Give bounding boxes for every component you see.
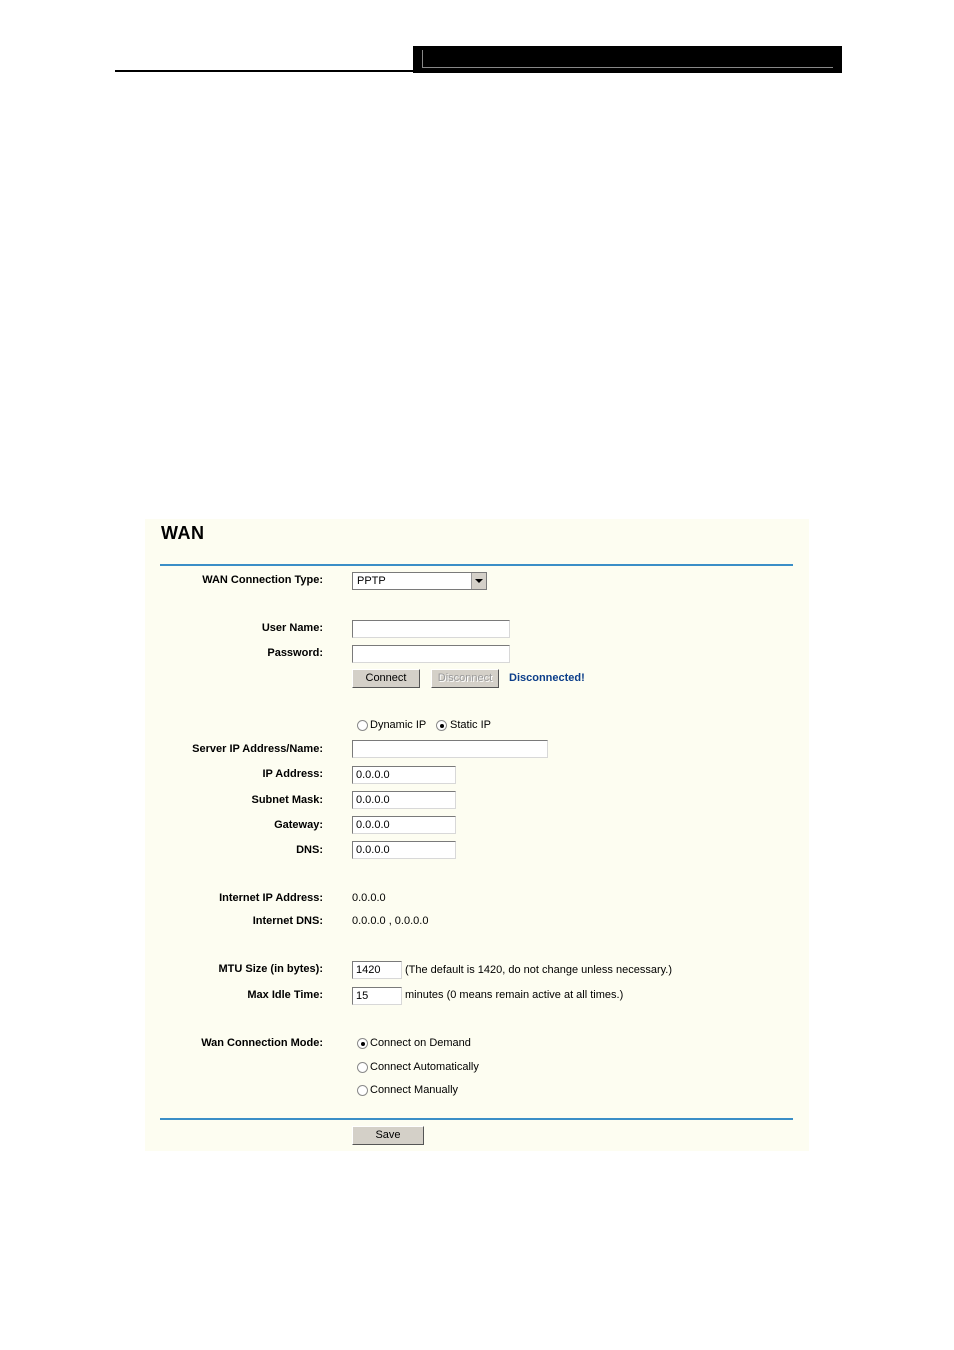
page-title: WAN xyxy=(161,523,205,543)
connect-button[interactable]: Connect xyxy=(352,669,420,688)
connection-status: Disconnected! xyxy=(509,672,585,684)
max-idle-input[interactable]: 15 xyxy=(352,987,402,1005)
bottom-divider xyxy=(160,1118,793,1120)
connection-mode-label: Wan Connection Mode: xyxy=(201,1037,323,1049)
mtu-input[interactable]: 1420 xyxy=(352,961,402,979)
subnet-mask-input[interactable]: 0.0.0.0 xyxy=(352,791,456,809)
top-divider xyxy=(160,564,793,566)
server-label: Server IP Address/Name: xyxy=(192,743,323,755)
save-button[interactable]: Save xyxy=(352,1126,424,1145)
connection-type-select[interactable] xyxy=(352,572,487,590)
dns-label: DNS: xyxy=(296,844,323,856)
disconnect-button: Disconnect xyxy=(431,669,499,688)
ip-address-label: IP Address: xyxy=(262,768,323,780)
internet-dns-value: 0.0.0.0 , 0.0.0.0 xyxy=(352,915,429,927)
ip-address-input[interactable]: 0.0.0.0 xyxy=(352,766,456,784)
connect-automatically-label: Connect Automatically xyxy=(370,1061,479,1073)
gateway-input[interactable]: 0.0.0.0 xyxy=(352,816,456,834)
chevron-down-icon[interactable] xyxy=(471,573,486,589)
connect-on-demand-radio[interactable] xyxy=(357,1038,368,1049)
internet-ip-label: Internet IP Address: xyxy=(219,892,323,904)
internet-ip-value: 0.0.0.0 xyxy=(352,892,386,904)
user-name-input[interactable] xyxy=(352,620,510,638)
dynamic-ip-radio[interactable] xyxy=(357,720,368,731)
password-label: Password: xyxy=(267,647,323,659)
wan-settings-panel xyxy=(145,519,809,1151)
connect-on-demand-label: Connect on Demand xyxy=(370,1037,471,1049)
dynamic-ip-label: Dynamic IP xyxy=(370,719,427,731)
gateway-label: Gateway: xyxy=(274,819,323,831)
mtu-label: MTU Size (in bytes): xyxy=(218,963,323,975)
connection-type-label: WAN Connection Type: xyxy=(202,574,323,586)
connection-type-value: PPTP xyxy=(357,575,386,587)
dns-input[interactable]: 0.0.0.0 xyxy=(352,841,456,859)
document-header-bar xyxy=(413,46,842,73)
password-input[interactable] xyxy=(352,645,510,663)
max-idle-hint: minutes (0 means remain active at all times.) xyxy=(405,989,624,1001)
internet-dns-label: Internet DNS: xyxy=(252,915,323,927)
connect-manually-radio[interactable] xyxy=(357,1085,368,1096)
static-ip-radio[interactable] xyxy=(436,720,447,731)
static-ip-label: Static IP xyxy=(450,719,491,731)
mtu-hint: (The default is 1420, do not change unless necessary.) xyxy=(405,964,673,976)
max-idle-label: Max Idle Time: xyxy=(247,989,323,1001)
server-input[interactable] xyxy=(352,740,548,758)
connect-automatically-radio[interactable] xyxy=(357,1062,368,1073)
user-name-label: User Name: xyxy=(261,622,323,634)
subnet-mask-label: Subnet Mask: xyxy=(251,794,323,806)
document-header-rule xyxy=(115,70,413,72)
connect-manually-label: Connect Manually xyxy=(370,1084,459,1096)
